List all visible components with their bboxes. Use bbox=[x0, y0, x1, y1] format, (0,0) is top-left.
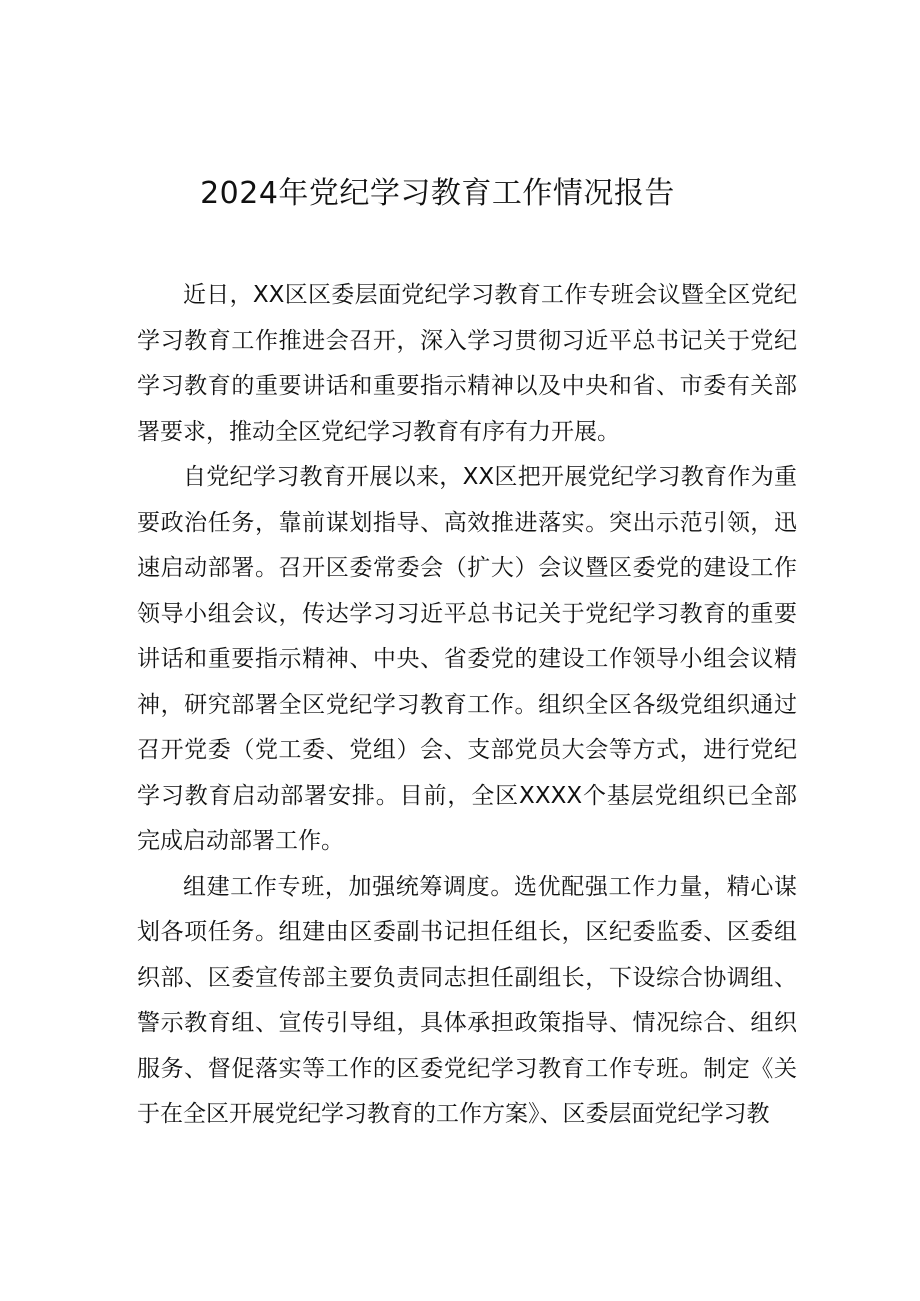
document-title: 2024年党纪学习教育工作情况报告 bbox=[200, 176, 675, 211]
paragraph-3: 组建工作专班，加强统筹调度。选优配强工作力量，精心谋划各项任务。组建由区委副书记担任组长，区纪委监委、区委组织部、区委宣传部主要负责同志担任副组长，下设综合协调组、警示教育组、宣传引导组，具体承担政策指导、情况综合、组织服务、督促落实等工作的区委党纪学习教育工作专班。制定《关于在全区开展党纪学习教育的工作方案》、区委层面党纪学习教 bbox=[137, 873, 797, 1127]
paragraph-2: 自党纪学习教育开展以来，XX区把开展党纪学习教育作为重要政治任务，靠前谋划指导、高效推进落实。突出示范引领，迅速启动部署。召开区委常委会（扩大）会议暨区委党的建设工作领导小组会议，传达学习习近平总书记关于党纪学习教育的重要讲话和重要指示精神、中央、省委党的建设工作领导小组会议精神，研究部署全区党纪学习教育工作。组织全区各级党组织通过召开党委（党工委、党组）会、支部党员大会等方式，进行党纪学习教育启动部署安排。目前，全区XXXX个基层党组织已全部完成启动部署工作。 bbox=[137, 464, 797, 854]
paragraph-1: 近日，XX区区委层面党纪学习教育工作专班会议暨全区党纪学习教育工作推进会召开，深入学习贯彻习近平总书记关于党纪学习教育的重要讲话和重要指示精神以及中央和省、市委有关部署要求，推动全区党纪学习教育有序有力开展。 bbox=[137, 282, 797, 445]
document-body bbox=[137, 273, 797, 1138]
